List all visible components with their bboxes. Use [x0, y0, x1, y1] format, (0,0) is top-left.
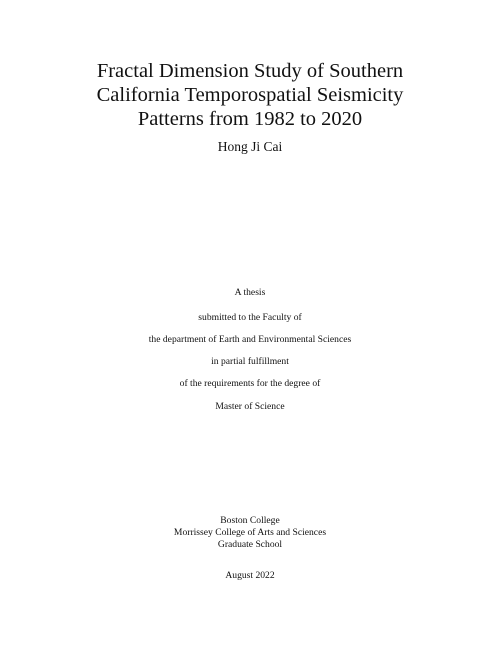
submission-line-department: the department of Earth and Environmental Sciences — [148, 334, 352, 345]
submission-line-fulfillment: in partial fulfillment — [211, 356, 289, 367]
degree-name: Master of Science — [215, 401, 285, 412]
institution-college: Boston College — [220, 515, 280, 526]
title-line: California Temporospatial Seismicity — [96, 84, 404, 106]
title-line: Patterns from 1982 to 2020 — [137, 108, 363, 130]
submission-line-requirements: of the requirements for the degree of — [179, 378, 321, 389]
submission-line-faculty: submitted to the Faculty of — [198, 312, 302, 323]
institution-unit: Graduate School — [217, 539, 283, 550]
institution-school: Morrissey College of Arts and Sciences — [173, 527, 327, 538]
submission-line-thesis: A thesis — [234, 287, 266, 298]
thesis-title — [60, 59, 440, 131]
title-line: Fractal Dimension Study of Southern — [96, 60, 404, 82]
submission-date: August 2022 — [225, 570, 275, 581]
author-name: Hong Ji Cai — [217, 139, 283, 154]
